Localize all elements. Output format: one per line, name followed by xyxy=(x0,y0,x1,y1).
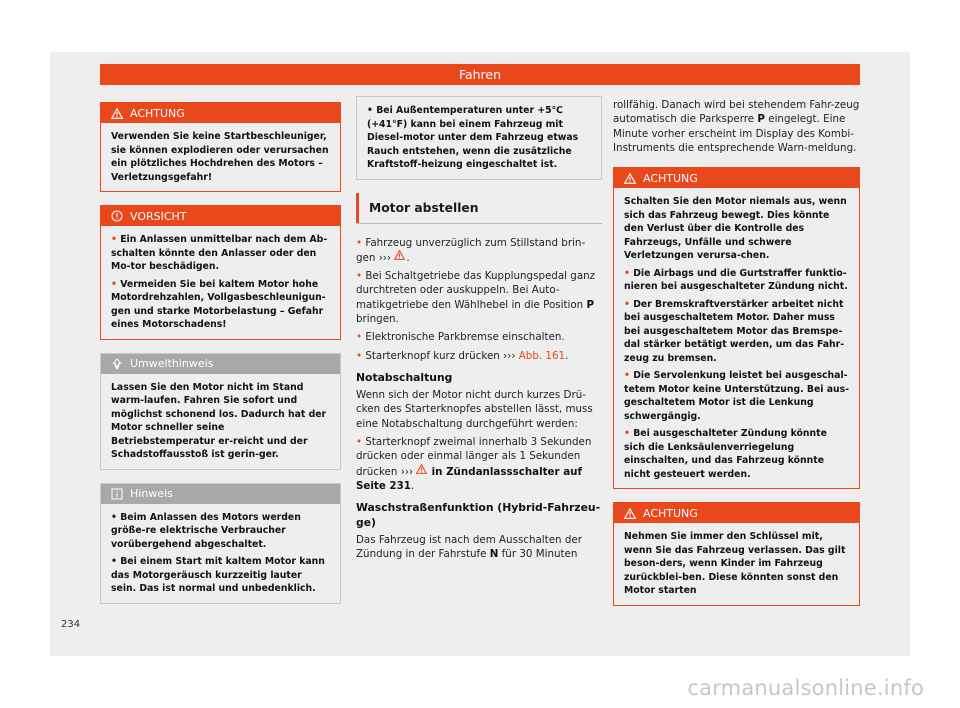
notabschaltung-heading: Notabschaltung xyxy=(356,370,453,384)
warning-box-achtung xyxy=(100,102,341,192)
warning-item: • Die Airbags und die Gurtstraffer funktio-nieren bei ausgeschalteter Zündung nicht. xyxy=(624,267,848,293)
notabschaltung-text: Wenn sich der Motor nicht durch kurzes Drü-cken des Starterknopfes abstellen lässt, muss eine Notabschaltung durchgeführt werden: xyxy=(356,389,593,430)
step-item: • Fahrzeug unverzüglich zum Stillstand brin-gen ››› . xyxy=(356,236,586,264)
step-item: • Starterknopf kurz drücken ››› Abb. 161. xyxy=(356,349,569,362)
warning-text: Verwenden Sie keine Startbeschleuniger, sie können explodieren oder verursachen ein plötzliches Hochdrehen des Motors – Verletzungsgefahr! xyxy=(111,131,329,183)
diesel-note-box xyxy=(356,96,602,180)
environment-note-box xyxy=(100,353,341,470)
caution-header xyxy=(101,206,340,226)
step-item: • Elektronische Parkbremse einschalten. xyxy=(356,331,565,344)
warning-triangle-icon xyxy=(111,108,123,119)
environment-header xyxy=(101,354,340,374)
warning-box-achtung-key xyxy=(613,502,860,606)
warning-header xyxy=(101,103,340,123)
info-item: • Bei einem Start mit kaltem Motor kann das Motorgeräusch kurzzeitig lauter sein. Das ist normal und unbedenklich. xyxy=(111,556,325,594)
diesel-note-body xyxy=(357,97,601,179)
warning-triangle-icon[interactable] xyxy=(394,250,406,261)
warning-intro: Schalten Sie den Motor niemals aus, wenn sich das Fahrzeug bewegt. Dies könnte den Verlust über die Kontrolle des Fahrzeugs, Unfälle und schwere Verletzungen verursa-chen. xyxy=(624,196,847,262)
section-divider xyxy=(356,223,602,224)
caution-label: VORSICHT xyxy=(130,209,187,223)
environment-text: Lassen Sie den Motor nicht im Stand warm-laufen. Fahren Sie sofort und möglichst schonend los. Dadurch hat der Motor schneller seine Betriebstemperatur er-reicht und der Schadstoffausstoß ist gerin-ger. xyxy=(111,381,327,460)
warning-body xyxy=(614,523,859,605)
warning-body xyxy=(101,123,340,191)
environment-body xyxy=(101,374,340,469)
waschstrasse-heading: Waschstraßenfunktion (Hybrid-Fahrzeu-ge) xyxy=(356,501,601,529)
info-header xyxy=(101,484,340,504)
warning-header xyxy=(614,168,859,188)
waschstrasse-text: Das Fahrzeug ist nach dem Ausschalten der Zündung in der Fahrstufe N für 30 Minuten xyxy=(356,533,582,561)
column-right xyxy=(613,90,860,606)
step-item: • Starterknopf zweimal innerhalb 3 Sekunden drücken oder einmal länger als 1 Sekunden drücken ››› in Zündanlassschalter auf Seite 231. xyxy=(356,436,592,492)
warning-label: ACHTUNG xyxy=(130,106,185,120)
warning-item: • Der Bremskraftverstärker arbeitet nicht bei ausgeschaltetem Motor. Daher muss bei ausgeschaltetem Motor das Bremspe-dal stärker betätigt werden, um das Fahr-zeug zu bremsen. xyxy=(624,298,845,364)
steps-list xyxy=(356,236,602,562)
page-link[interactable]: in Zündanlassschalter auf Seite 231 xyxy=(356,465,582,492)
warning-box-achtung-engine-off xyxy=(613,167,860,489)
warning-triangle-icon xyxy=(624,173,636,184)
leaf-icon xyxy=(111,358,123,370)
warning-item: • Bei ausgeschalteter Zündung könnte sich die Lenksäulenverriegelung einschalten, und das Fahrzeug könnte nicht gesteuert werden. xyxy=(624,428,827,480)
info-icon xyxy=(111,488,123,500)
watermark: carmanualsonline.info xyxy=(687,676,924,700)
page-number: 234 xyxy=(61,619,81,630)
chapter-header: Fahren xyxy=(100,64,860,85)
warning-body xyxy=(614,188,859,488)
column-left xyxy=(100,90,341,617)
step-item: • Bei Schaltgetriebe das Kupplungspedal ganz durchtreten oder auskuppeln. Bei Auto-matikgetriebe den Wählhebel in die Position P bringen. xyxy=(356,270,596,325)
diesel-note: • Bei Außentemperaturen unter +5℃ (+41°F) kann bei einem Fahrzeug mit Diesel-motor unter dem Fahrzeug etwas Rauch entstehen, wenn die zusätzliche Kraftstoff-heizung eingeschaltet ist. xyxy=(367,105,579,170)
info-item: • Beim Anlassen des Motors werden größe-re elektrische Verbraucher vorübergehend abgeschaltet. xyxy=(111,511,301,550)
figure-link[interactable]: Abb. 161 xyxy=(518,349,566,362)
info-body xyxy=(101,504,340,603)
info-label: Hinweis xyxy=(130,487,173,500)
environment-label: Umwelthinweis xyxy=(130,357,214,370)
warning-text: Nehmen Sie immer den Schlüssel mit, wenn Sie das Fahrzeug verlassen. Das gilt beson-ders, wenn Kinder im Fahrzeug zurückblei-ben. Diese könnten sonst den Motor starten xyxy=(624,531,846,597)
exclamation-circle-icon xyxy=(111,210,123,222)
column-middle xyxy=(356,90,602,565)
caution-item: • Vermeiden Sie bei kaltem Motor hohe Motordrehzahlen, Vollgasbeschleunigun-gen und starke Motorbelastung – Gefahr eines Motorschadens! xyxy=(111,278,326,330)
warning-item: • Die Servolenkung leistet bei ausgeschal-tetem Motor keine Unterstützung. Bei aus-geschaltetem Motor ist die Lenkung schwergängig. xyxy=(624,370,850,422)
warning-triangle-icon[interactable] xyxy=(416,464,428,475)
caution-body xyxy=(101,226,340,339)
caution-item: • Ein Anlassen unmittelbar nach dem Ab-schalten könnte den Anlasser oder den Mo-tor beschädigen. xyxy=(111,234,328,272)
info-note-box xyxy=(100,483,341,604)
caution-box-vorsicht xyxy=(100,205,341,340)
section-title: Motor abstellen xyxy=(356,193,602,223)
warning-triangle-icon xyxy=(624,508,636,519)
warning-header xyxy=(614,503,859,523)
warning-label: ACHTUNG xyxy=(643,506,698,520)
warning-label: ACHTUNG xyxy=(643,171,698,185)
continued-text: rollfähig. Danach wird bei stehendem Fahr-zeug automatisch die Parksperre P eingelegt. Eine Minute vorher erscheint im Display des Kombi-Instruments die entsprechende Warn-meldung. xyxy=(613,99,860,154)
